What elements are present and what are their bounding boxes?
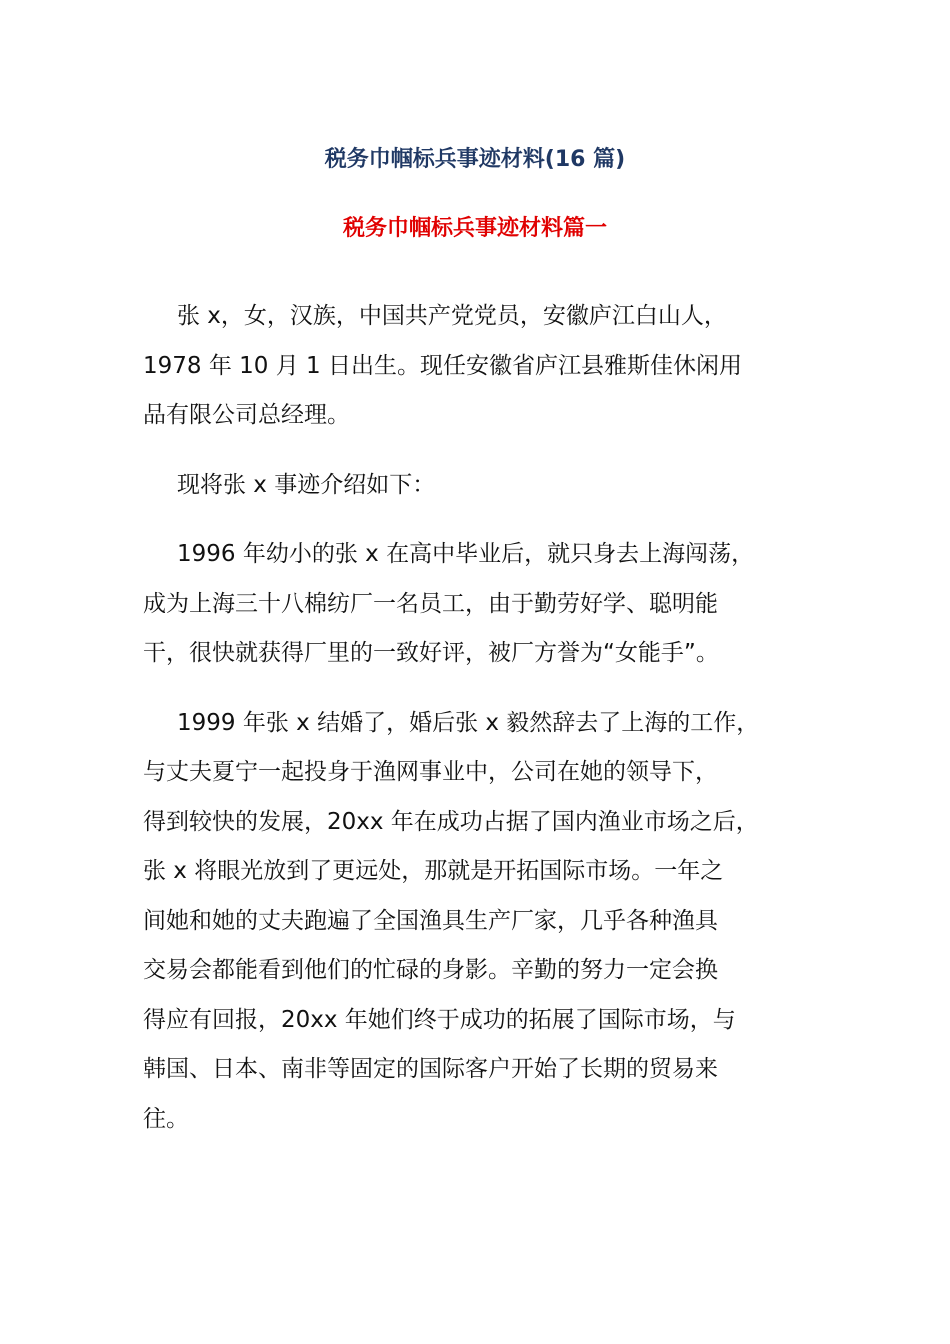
paragraph-line: 成为上海三十八棉纺厂一名员工，由于勤劳好学、聪明能	[143, 590, 718, 617]
paragraph-line: 1996 年幼小的张 x 在高中毕业后，就只身去上海闯荡，	[177, 541, 755, 567]
document-title: 税务巾帼标兵事迹材料(16 篇)	[324, 147, 626, 172]
section-title: 税务巾帼标兵事迹材料篇一	[342, 216, 607, 241]
paragraph-line: 间她和她的丈夫跑遍了全国渔具生产厂家，几乎各种渔具	[143, 907, 718, 934]
paragraph-line: 韩国、日本、南非等固定的国际客户开始了长期的贸易来	[143, 1056, 718, 1082]
paragraph-line: 张 x 将眼光放到了更远处，那就是开拓国际市场。一年之	[143, 858, 724, 884]
document-body	[143, 292, 823, 1164]
paragraph-line: 品有限公司总经理。	[143, 402, 350, 428]
paragraph-2	[143, 461, 823, 511]
paragraph-line: 得应有回报，20xx 年她们终于成功的拓展了国际市场，与	[143, 1006, 736, 1033]
paragraph-line: 1978 年 10 月 1 日出生。现任安徽省庐江县雅斯佳休闲用	[143, 352, 742, 379]
paragraph-line: 现将张 x 事迹介绍如下：	[177, 471, 436, 498]
paragraph-line: 干，很快就获得厂里的一致好评，被厂方誉为“女能手”。	[143, 640, 719, 666]
paragraph-line: 张 x，女，汉族，中国共产党党员，安徽庐江白山人，	[177, 303, 727, 329]
paragraph-3	[143, 530, 823, 679]
paragraph-line: 与丈夫夏宁一起投身于渔网事业中，公司在她的领导下，	[143, 759, 718, 785]
paragraph-line: 1999 年张 x 结婚了，婚后张 x 毅然辞去了上海的工作，	[177, 709, 760, 736]
paragraph-4	[143, 699, 823, 1145]
paragraph-1	[143, 292, 823, 441]
paragraph-line: 交易会都能看到他们的忙碌的身影。辛勤的努力一定会换	[143, 957, 718, 983]
paragraph-line: 得到较快的发展，20xx 年在成功占据了国内渔业市场之后，	[143, 808, 759, 835]
paragraph-line: 往。	[143, 1105, 189, 1132]
